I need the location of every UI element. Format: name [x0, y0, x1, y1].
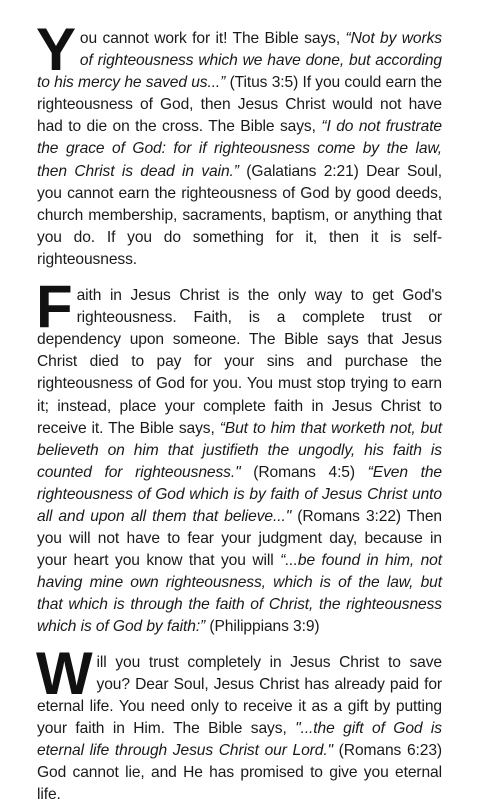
text-segment: ill you trust completely in Jesus Christ to save you? Dear Soul, Jesus Christ has already paid for eternal life. You need only to receive it as a gift by putting your faith in Him. The Bible says, [37, 653, 442, 737]
paragraph-3 [36, 639, 442, 806]
scripture-quote: “But to him that worketh not, but believeth on him that justifieth the ungodly, his faith is counted for righteousness." [37, 419, 442, 481]
scripture-quote: “Not by works of righteousness which we have done, but according to his mercy he saved us...” [37, 30, 442, 92]
paragraph-2 [36, 273, 442, 639]
text-segment: (Romans 6:23) God cannot lie, and He has promised to give you eternal life. [37, 741, 442, 804]
text-segment: (Philippians 3:9) [205, 618, 320, 636]
text-segment: (Romans 4:5) [240, 463, 368, 481]
scripture-quote: “Even the righteousness of God which is by faith of Jesus Christ unto all and upon all them that believe..." [37, 463, 442, 525]
text-segment: aith in Jesus Christ is the only way to get God's righteousness. Faith, is a complete trust or dependency upon someone. The Bible says that Jesus Christ died to pay for your sins and purchase the righteousness of God for you. You must stop trying to earn it; instead, place your complete faith in Jesus Christ to receive it. The Bible says, [37, 287, 442, 437]
drop-cap: W [36, 639, 93, 707]
scripture-quote: "...the gift of God is eternal life through Jesus Christ our Lord." [37, 719, 442, 759]
scripture-quote: “...be found in him, not having mine own righteousness, which is of the law, but that which is through the faith of Christ, the righteousness which is of God by faith:” [37, 552, 442, 636]
text-segment: (Romans 3:22) Then you will not have to fear your judgment day, because in your heart you know that you will [37, 507, 442, 570]
paragraph-1 [36, 16, 443, 271]
text-segment: (Titus 3:5) If you could earn the righteousness of God, then Jesus Christ would not have had to die on the cross. The Bible says, [37, 74, 442, 136]
text-segment: (Galatians 2:21) Dear Soul, you cannot earn the righteousness of God by good deeds, church membership, sacraments, baptism, or anything that you do. If you do something for it, then it is self-righteousness. [37, 162, 442, 268]
scripture-quote: “I do not frustrate the grace of God: for if righteousness come by the law, then Christ is dead in vain.” [37, 118, 443, 180]
drop-cap: Y [36, 16, 76, 83]
drop-cap: F [36, 273, 73, 341]
text-segment: ou cannot work for it! The Bible says, [79, 30, 346, 47]
